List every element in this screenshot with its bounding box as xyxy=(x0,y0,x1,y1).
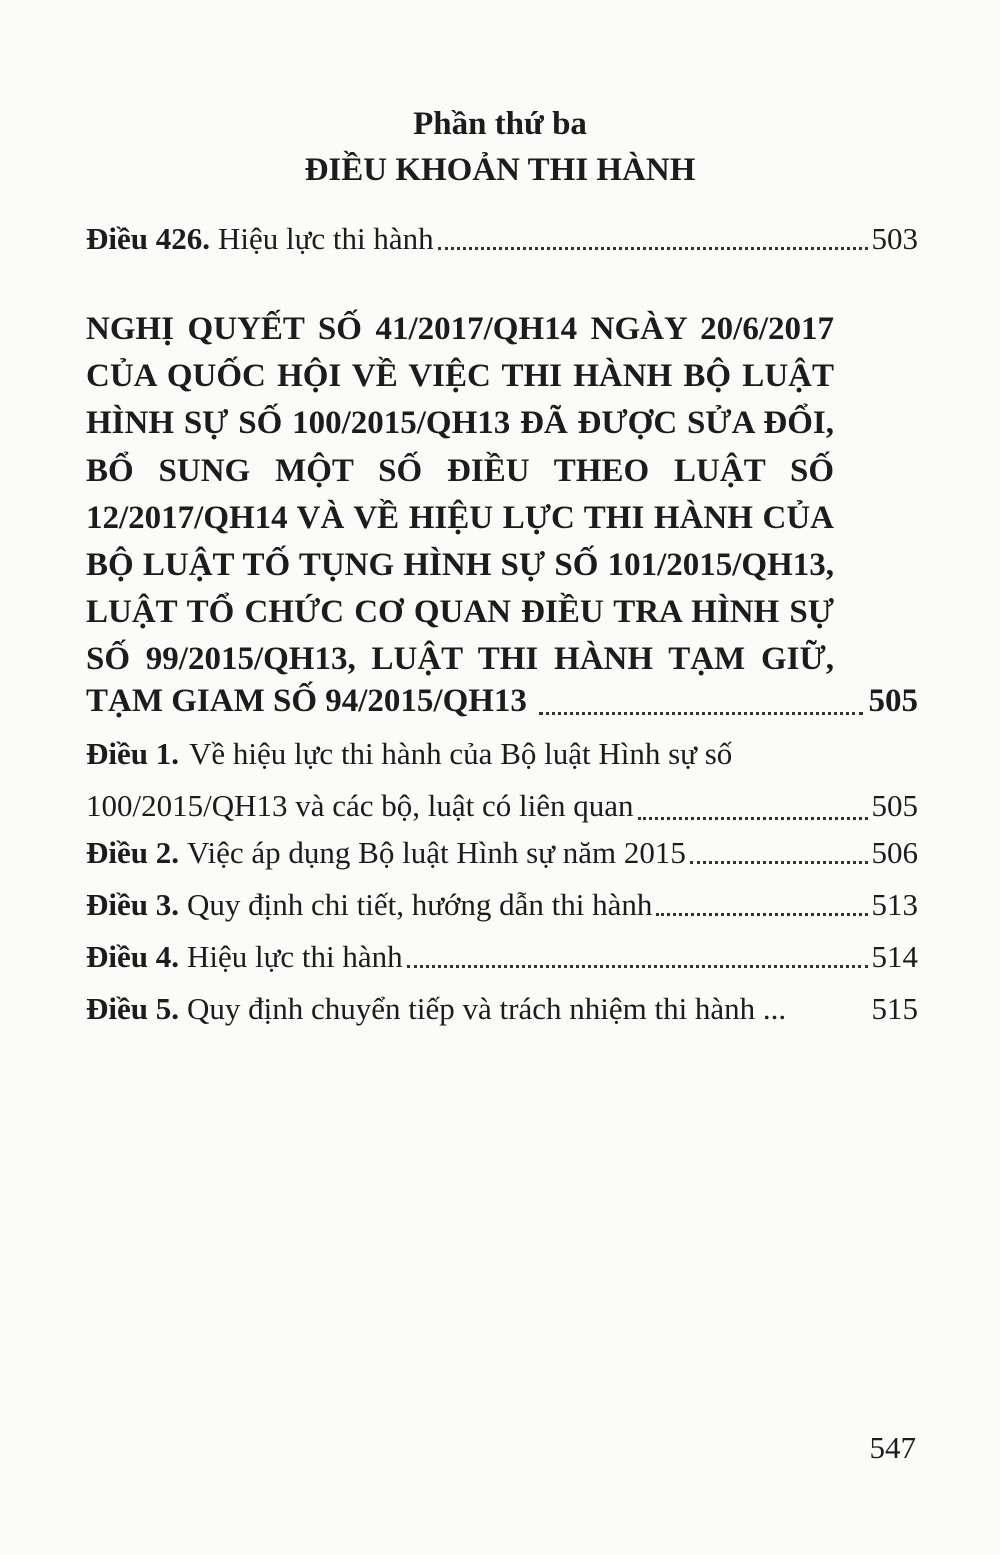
dot-leader xyxy=(407,965,868,968)
toc-entry-article-2 xyxy=(86,832,918,874)
article-title: Hiệu lực thi hành xyxy=(218,221,434,256)
resolution-line: SỐ 99/2015/QH13, LUẬT THI HÀNH TẠM GIỮ, xyxy=(86,641,834,678)
article-label: Điều 4. xyxy=(86,939,179,974)
dot-leader xyxy=(539,712,863,715)
resolution-line: NGHỊ QUYẾT SỐ 41/2017/QH14 NGÀY 20/6/2017 xyxy=(86,311,834,347)
part-heading: ĐIỀU KHOẢN THI HÀNH xyxy=(304,152,696,188)
dot-leader xyxy=(656,913,867,916)
resolution-line: 12/2017/QH14 VÀ VỀ HIỆU LỰC THI HÀNH CỦA xyxy=(86,499,834,536)
article-title: Hiệu lực thi hành xyxy=(187,939,403,974)
page-ref: 503 xyxy=(871,221,918,256)
resolution-line: LUẬT TỔ CHỨC CƠ QUAN ĐIỀU TRA HÌNH SỰ xyxy=(86,594,834,631)
article-title-cont: 100/2015/QH13 và các bộ, luật có liên quan xyxy=(86,788,634,823)
resolution-line: BỘ LUẬT TỐ TỤNG HÌNH SỰ SỐ 101/2015/QH13, xyxy=(86,546,834,583)
article-title: Quy định chi tiết, hướng dẫn thi hành xyxy=(187,887,653,922)
resolution-line: BỔ SUNG MỘT SỐ ĐIỀU THEO LUẬT SỐ xyxy=(86,452,834,489)
toc-entry-article-5 xyxy=(86,988,918,1030)
toc-entry-article-1 xyxy=(86,728,918,832)
page-ref: 514 xyxy=(871,939,918,974)
article-label: Điều 2. xyxy=(86,835,179,870)
toc-entry-article-3 xyxy=(86,884,918,926)
toc-entry-article-426 xyxy=(86,218,918,260)
page-ref: 515 xyxy=(871,991,918,1026)
article-title: Về hiệu lực thi hành của Bộ luật Hình sự số xyxy=(189,736,733,771)
resolution-last-line xyxy=(86,678,918,725)
article-label: Điều 1. xyxy=(86,736,179,771)
resolution-line: TẠM GIAM SỐ 94/2015/QH13 xyxy=(86,683,527,719)
article-label: Điều 3. xyxy=(86,887,179,922)
article-title: Quy định chuyển tiếp và trách nhiệm thi hành ... xyxy=(187,991,787,1026)
toc-entry-article-4 xyxy=(86,936,918,978)
dot-leader xyxy=(690,861,868,864)
part-title: Phần thứ ba xyxy=(413,106,587,142)
page-ref: 513 xyxy=(871,887,918,922)
page-ref: 506 xyxy=(871,835,918,870)
page-ref: 505 xyxy=(871,788,918,823)
dot-leader xyxy=(638,817,868,820)
article-label: Điều 5. xyxy=(86,991,179,1026)
resolution-line: CỦA QUỐC HỘI VỀ VIỆC THI HÀNH BỘ LUẬT xyxy=(86,358,834,395)
page-ref: 505 xyxy=(868,683,918,719)
resolution-line: HÌNH SỰ SỐ 100/2015/QH13 ĐÃ ĐƯỢC SỬA ĐỔI, xyxy=(86,405,834,442)
article-label: Điều 426. xyxy=(86,221,210,256)
page-number: 547 xyxy=(869,1430,916,1465)
article-title: Việc áp dụng Bộ luật Hình sự năm 2015 xyxy=(187,835,686,870)
resolution-heading xyxy=(86,306,834,684)
dot-leader xyxy=(438,247,868,250)
